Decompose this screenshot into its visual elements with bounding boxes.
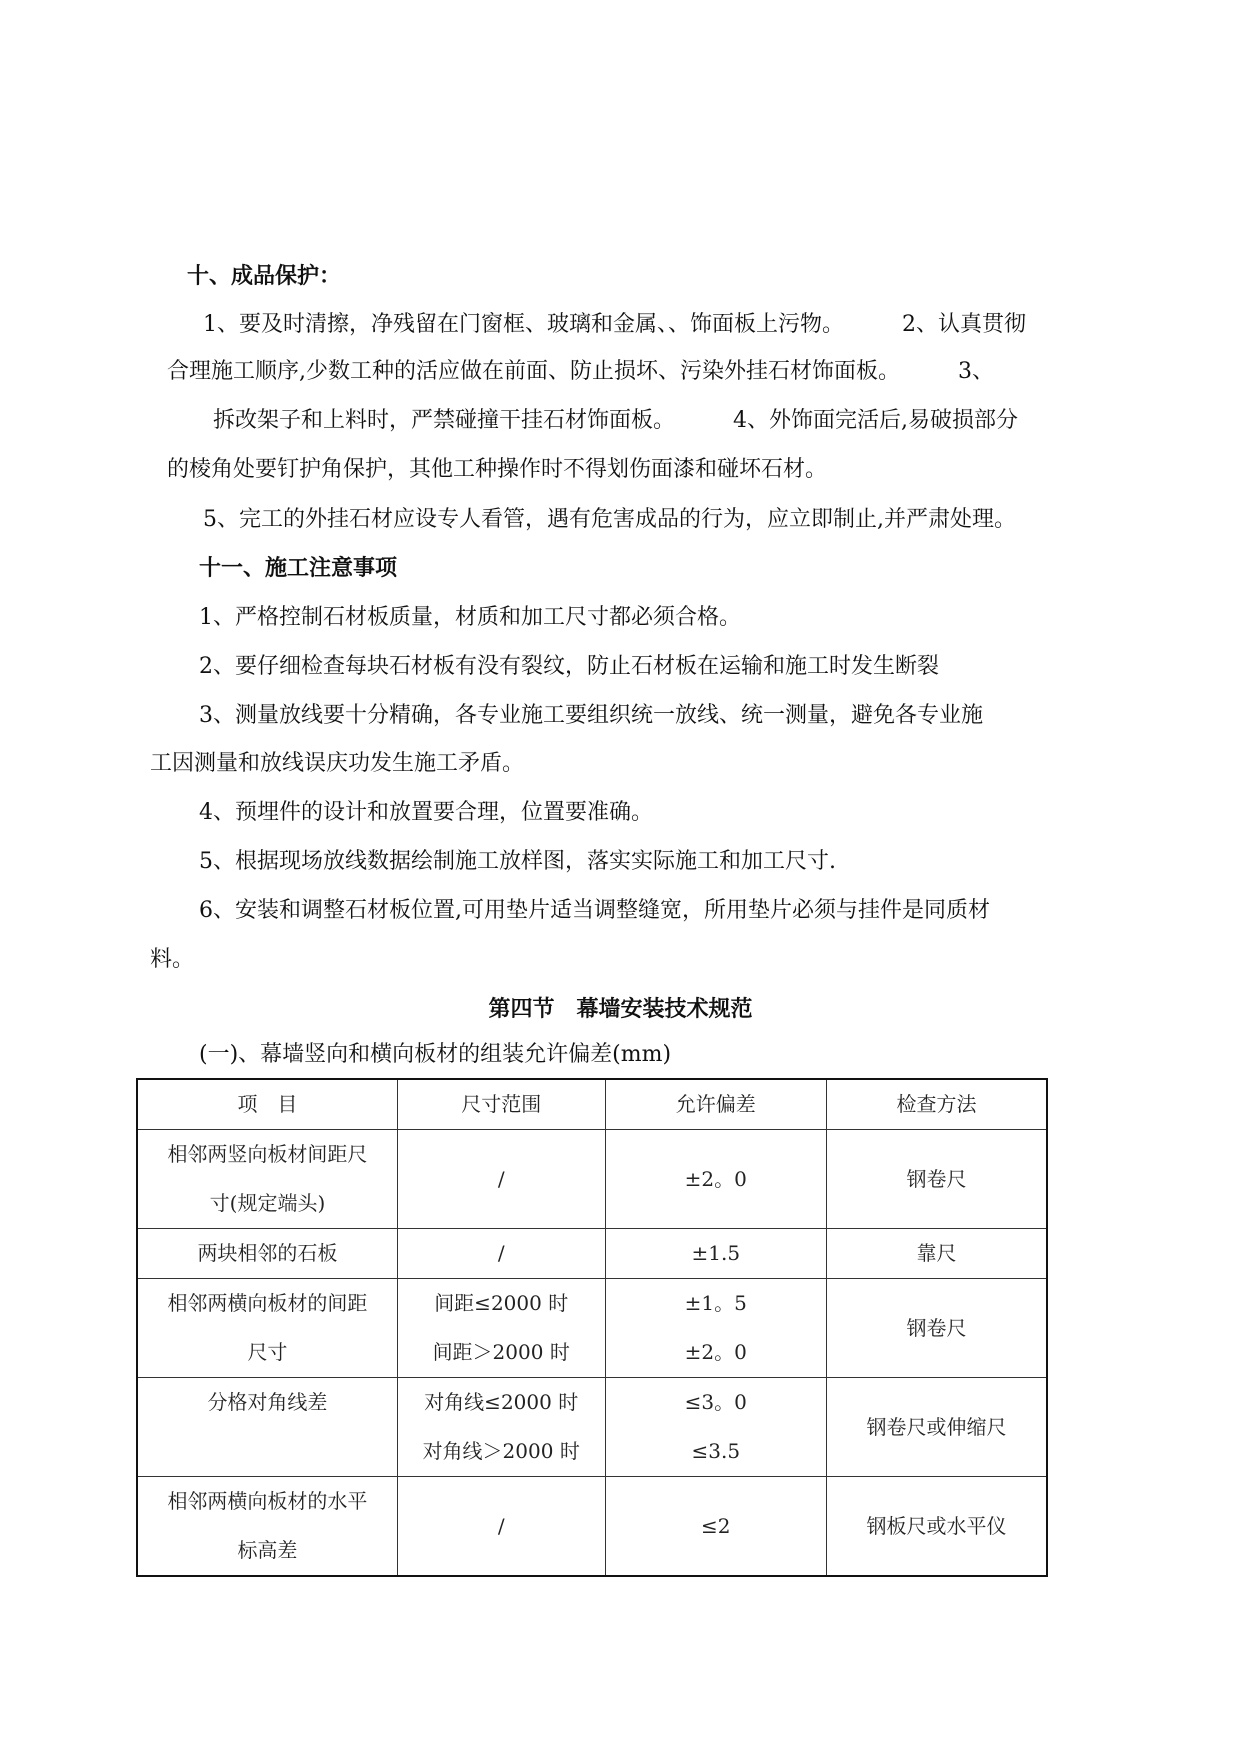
cell-item: 两块相邻的石板 xyxy=(137,1229,397,1279)
cell-method: 钢板尺或水平仪 xyxy=(827,1477,1047,1577)
s11-line-8: 料。 xyxy=(150,947,195,972)
cell-item: 分格对角线差 xyxy=(137,1378,397,1477)
s10-item-2-cont: 合理施工顺序,少数工种的活应做在前面、防止损坏、污染外挂石材饰面板。 xyxy=(167,359,900,384)
s10-item-3-start: 3、 xyxy=(958,359,994,384)
header-item: 项 目 xyxy=(137,1079,397,1130)
s10-line-1 xyxy=(203,310,1026,340)
s10-item-2-start: 2、认真贯彻 xyxy=(902,312,1026,337)
table-caption: (一)、幕墙竖向和横向板材的组装允许偏差(mm) xyxy=(199,1042,672,1067)
section-4-title: 第四节 幕墙安装技术规范 xyxy=(488,996,753,1022)
cell-method: 靠尺 xyxy=(827,1229,1047,1279)
s10-item-3-cont: 拆改架子和上料时，严禁碰撞干挂石材饰面板。 xyxy=(213,408,676,433)
s10-item-4-start: 4、外饰面完活后,易破损部分 xyxy=(733,408,1019,433)
table-row xyxy=(137,1229,1047,1279)
s11-line-5: 4、预埋件的设计和放置要合理，位置要准确。 xyxy=(199,800,653,825)
cell-item: 相邻两横向板材的间距 尺寸 xyxy=(137,1279,397,1378)
cell-tolerance: ≤2 xyxy=(605,1477,827,1577)
table-row xyxy=(137,1378,1047,1477)
cell-method: 钢卷尺 xyxy=(827,1130,1047,1229)
section-11-title: 十一、施工注意事项 xyxy=(199,555,398,581)
s11-line-7: 6、安装和调整石材板位置,可用垫片适当调整缝宽，所用垫片必须与挂件是同质材 xyxy=(199,898,990,923)
table-header-row xyxy=(137,1079,1047,1130)
cell-tolerance: ≤3。0 ≤3.5 xyxy=(605,1378,827,1477)
table-row xyxy=(137,1477,1047,1577)
section-10-title: 十、成品保护： xyxy=(187,263,342,289)
s11-line-4: 工因测量和放线误庆功发生施工矛盾。 xyxy=(150,751,525,776)
cell-method: 钢卷尺 xyxy=(827,1279,1047,1378)
cell-item: 相邻两竖向板材间距尺 寸(规定端头) xyxy=(137,1130,397,1229)
header-method: 检查方法 xyxy=(827,1079,1047,1130)
table-row xyxy=(137,1130,1047,1229)
s10-line-5: 5、完工的外挂石材应设专人看管，遇有危害成品的行为，应立即制止,并严肃处理。 xyxy=(203,507,1016,532)
cell-range: / xyxy=(397,1477,605,1577)
cell-tolerance: ±1.5 xyxy=(605,1229,827,1279)
s10-line-4: 的棱角处要钉护角保护，其他工种操作时不得划伤面漆和碰坏石材。 xyxy=(167,457,828,482)
cell-item: 相邻两横向板材的水平 标高差 xyxy=(137,1477,397,1577)
header-range: 尺寸范围 xyxy=(397,1079,605,1130)
cell-range: 间距≤2000 时 间距＞2000 时 xyxy=(397,1279,605,1378)
tolerance-table xyxy=(136,1078,1048,1577)
s11-line-6: 5、根据现场放线数据绘制施工放样图，落实实际施工和加工尺寸. xyxy=(199,849,836,874)
cell-range: 对角线≤2000 时 对角线＞2000 时 xyxy=(397,1378,605,1477)
header-tolerance: 允许偏差 xyxy=(605,1079,827,1130)
s11-line-2: 2、要仔细检查每块石材板有没有裂纹，防止石材板在运输和施工时发生断裂 xyxy=(199,654,939,679)
s10-line-2 xyxy=(167,357,994,387)
cell-tolerance: ±2。0 xyxy=(605,1130,827,1229)
s10-line-3 xyxy=(213,406,1018,436)
s11-line-3: 3、测量放线要十分精确，各专业施工要组织统一放线、统一测量，避免各专业施 xyxy=(199,703,983,728)
cell-tolerance: ±1。5 ±2。0 xyxy=(605,1279,827,1378)
cell-range: / xyxy=(397,1229,605,1279)
cell-method: 钢卷尺或伸缩尺 xyxy=(827,1378,1047,1477)
s10-item-1: 1、要及时清擦，净残留在门窗框、玻璃和金属、、饰面板上污物。 xyxy=(203,312,844,337)
s11-line-1: 1、严格控制石材板质量，材质和加工尺寸都必须合格。 xyxy=(199,605,741,630)
table-row xyxy=(137,1279,1047,1378)
cell-range: / xyxy=(397,1130,605,1229)
